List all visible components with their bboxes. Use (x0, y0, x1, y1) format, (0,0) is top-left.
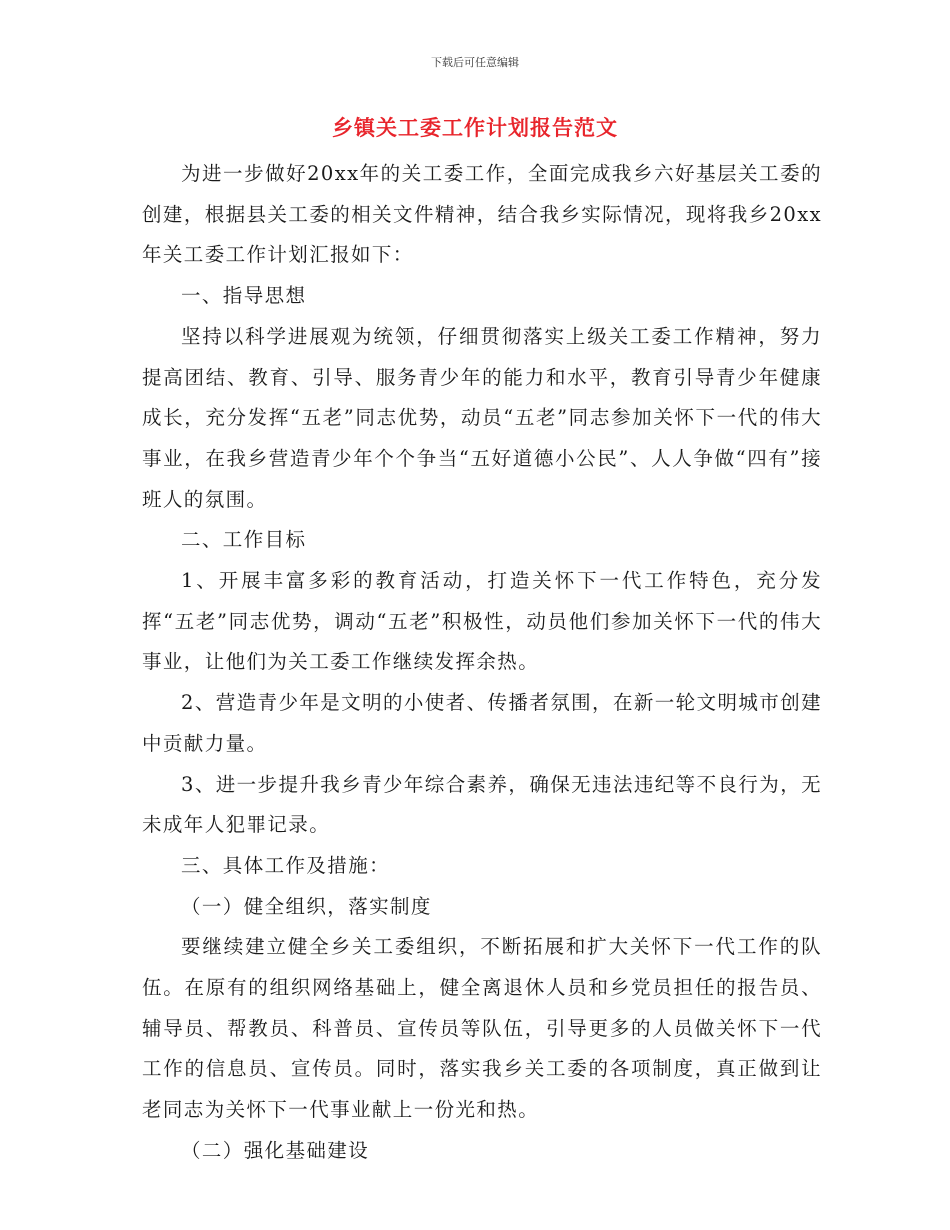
section-heading-guiding-thought: 一、指导思想 (181, 284, 307, 308)
paragraph-guiding-thought: 坚持以科学进展观为统领，仔细贯彻落实上级关工委工作精神，努力提高团结、教育、引导、服务青少年的能力和水平，教育引导青少年健康成长，充分发挥“五老”同志优势，动员“五老”同志参加关怀下一代的伟大事业，在我乡营造青少年个个争当“五好道德小公民”、人人争做“四有”接班人的氛围。 (142, 324, 822, 511)
paragraph-intro: 为进一步做好20xx年的关工委工作，全面完成我乡六好基层关工委的创建，根据县关工委的相关文件精神，结合我乡实际情况，现将我乡20xx年关工委工作计划汇报如下： (142, 162, 822, 267)
paragraph-organization: 要继续建立健全乡关工委组织，不断拓展和扩大关怀下一代工作的队伍。在原有的组织网络基础上，健全离退休人员和乡党员担任的报告员、辅导员、帮教员、科普员、宣传员等队伍，引导更多的人员做关怀下一代工作的信息员、宣传员。同时，落实我乡关工委的各项制度，真正做到让老同志为关怀下一代事业献上一份光和热。 (142, 935, 822, 1122)
subheading-organization: （一）健全组织，落实制度 (181, 894, 432, 918)
header-note: 下载后可任意编辑 (431, 56, 519, 69)
section-heading-measures: 三、具体工作及措施： (181, 853, 391, 877)
paragraph-goal-1: 1、开展丰富多彩的教育活动，打造关怀下一代工作特色，充分发挥“五老”同志优势，调动“五老”积极性，动员他们参加关怀下一代的伟大事业，让他们为关工委工作继续发挥余热。 (142, 569, 822, 674)
paragraph-goal-2: 2、营造青少年是文明的小使者、传播者氛围，在新一轮文明城市创建中贡献力量。 (142, 691, 822, 755)
subheading-infrastructure: （二）强化基础建设 (181, 1138, 370, 1162)
document-title: 乡镇关工委工作计划报告范文 (332, 116, 618, 140)
section-heading-work-goals: 二、工作目标 (181, 528, 307, 552)
paragraph-goal-3: 3、进一步提升我乡青少年综合素养，确保无违法违纪等不良行为，无未成年人犯罪记录。 (142, 772, 822, 837)
document-body (142, 154, 822, 1172)
